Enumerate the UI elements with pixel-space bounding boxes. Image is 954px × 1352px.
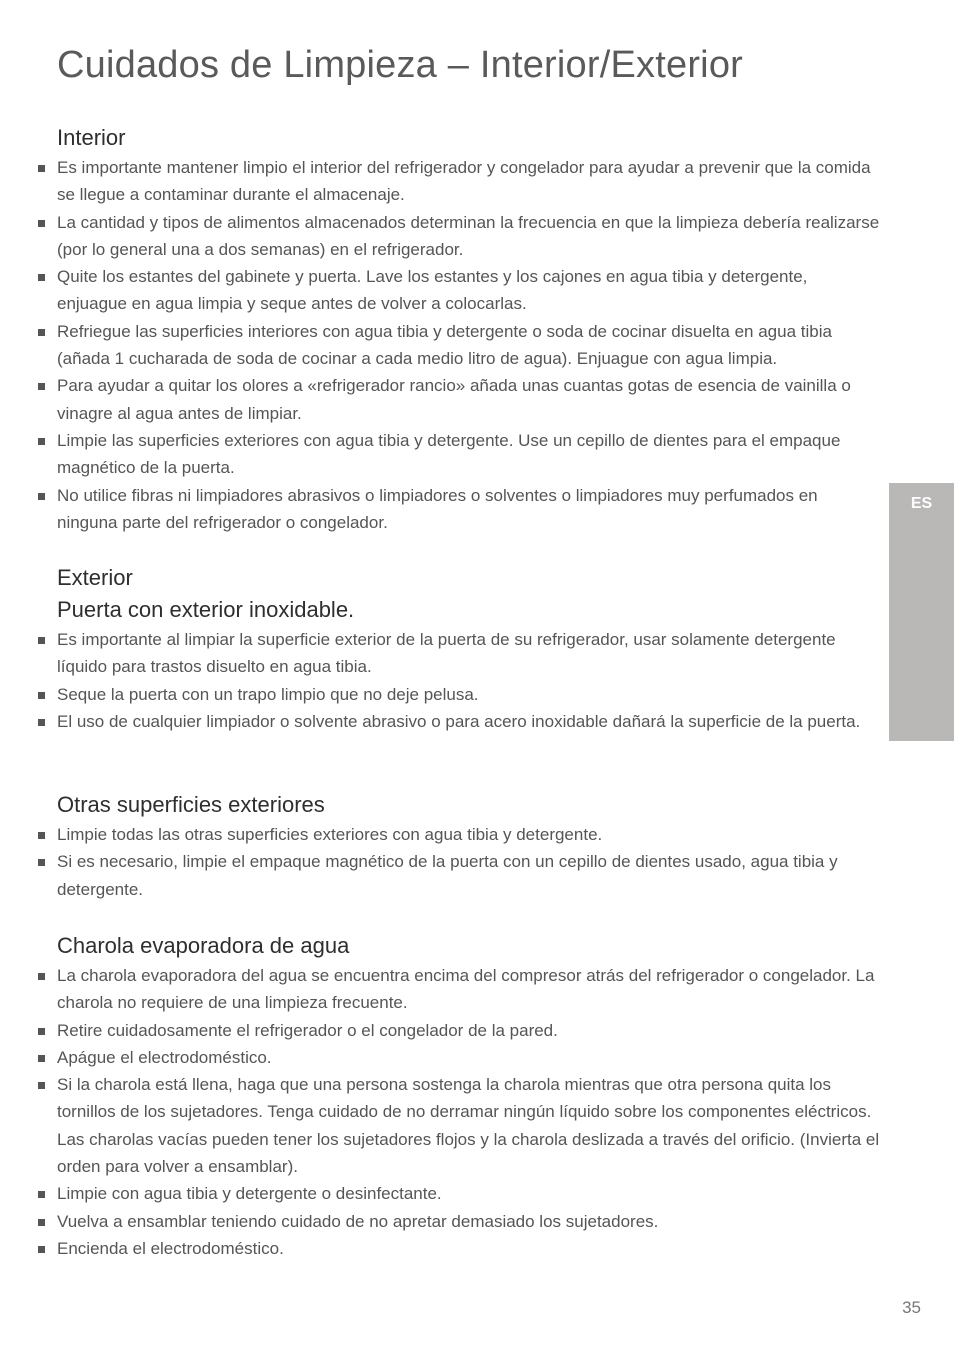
bullet-icon: [38, 493, 45, 500]
list-item: Retire cuidadosamente el refrigerador o el congelador de la pared.: [0, 1017, 881, 1044]
list-item: Apágue el electrodoméstico.: [0, 1044, 881, 1071]
language-tab: [889, 483, 954, 741]
bullet-icon: [38, 383, 45, 390]
section-subheading-exterior: Puerta con exterior inoxidable.: [57, 597, 355, 622]
section-otras-superficies: [0, 789, 890, 903]
list-item: Encienda el electrodoméstico.: [0, 1235, 881, 1262]
bullet-icon: [38, 719, 45, 726]
bullet-icon: [38, 220, 45, 227]
bullet-icon: [38, 329, 45, 336]
bullet-icon: [38, 1191, 45, 1198]
section-exterior: [0, 562, 890, 735]
section-heading-charola: Charola evaporadora de agua: [57, 933, 350, 958]
page-title: Cuidados de Limpieza – Interior/Exterior: [57, 44, 744, 86]
list-otras: [0, 821, 890, 903]
list-item: Si es necesario, limpie el empaque magnético de la puerta con un cepillo de dientes usado, agua tibia y detergente.: [0, 848, 881, 903]
bullet-icon: [38, 1082, 45, 1089]
bullet-icon: [38, 973, 45, 980]
list-item: No utilice fibras ni limpiadores abrasivos o limpiadores o solventes o limpiadores muy perfumados en ninguna parte del refrigerador o congelador.: [0, 482, 881, 537]
bullet-icon: [38, 859, 45, 866]
list-item: Limpie todas las otras superficies exteriores con agua tibia y detergente.: [0, 821, 881, 848]
bullet-icon: [38, 637, 45, 644]
bullet-icon: [38, 692, 45, 699]
list-item: Limpie las superficies exteriores con agua tibia y detergente. Use un cepillo de dientes para el empaque magnético de la puerta.: [0, 427, 881, 482]
section-charola: [0, 930, 890, 1262]
list-item: Es importante mantener limpio el interior del refrigerador y congelador para ayudar a prevenir que la comida se llegue a contaminar durante el almacenaje.: [0, 154, 881, 209]
bullet-icon: [38, 438, 45, 445]
bullet-icon: [38, 832, 45, 839]
list-item: Para ayudar a quitar los olores a «refrigerador rancio» añada unas cuantas gotas de esencia de vainilla o vinagre al agua antes de limpiar.: [0, 372, 881, 427]
list-item: Seque la puerta con un trapo limpio que no deje pelusa.: [0, 681, 881, 708]
list-item: El uso de cualquier limpiador o solvente abrasivo o para acero inoxidable dañará la superficie de la puerta.: [0, 708, 881, 735]
bullet-icon: [38, 1246, 45, 1253]
list-exterior: [0, 626, 890, 735]
bullet-icon: [38, 274, 45, 281]
bullet-icon: [38, 165, 45, 172]
section-heading-otras: Otras superficies exteriores: [57, 792, 325, 817]
list-item: Si la charola está llena, haga que una persona sostenga la charola mientras que otra persona quita los tornillos de los sujetadores. Tenga cuidado de no derramar ningún líquido sobre los componentes eléctricos. Las charolas vacías pueden tener los sujetadores flojos y la charola deslizada a través del orificio. (Invierta el orden para volver a ensamblar).: [0, 1071, 881, 1180]
section-heading-exterior: Exterior: [57, 565, 133, 590]
language-tab-label: ES: [910, 495, 933, 512]
list-item: Refriegue las superficies interiores con agua tibia y detergente o soda de cocinar disuelta en agua tibia (añada 1 cucharada de soda de cocinar a cada medio litro de agua). Enjuague con agua limpia.: [0, 318, 881, 373]
list-item: Es importante al limpiar la superficie exterior de la puerta de su refrigerador, usar solamente detergente líquido para trastos disuelto en agua tibia.: [0, 626, 881, 681]
bullet-icon: [38, 1055, 45, 1062]
list-interior: [0, 154, 890, 536]
list-item: La cantidad y tipos de alimentos almacenados determinan la frecuencia en que la limpieza debería realizarse (por lo general una a dos semanas) en el refrigerador.: [0, 209, 881, 264]
bullet-icon: [38, 1219, 45, 1226]
section-interior: [0, 122, 890, 536]
list-charola: [0, 962, 890, 1262]
section-heading-interior: Interior: [57, 125, 126, 150]
bullet-icon: [38, 1028, 45, 1035]
list-item: Limpie con agua tibia y detergente o desinfectante.: [0, 1180, 881, 1207]
list-item: Quite los estantes del gabinete y puerta. Lave los estantes y los cajones en agua tibia y detergente, enjuague en agua limpia y seque antes de volver a colocarlas.: [0, 263, 881, 318]
list-item: La charola evaporadora del agua se encuentra encima del compresor atrás del refrigerador o congelador. La charola no requiere de una limpieza frecuente.: [0, 962, 881, 1017]
list-item: Vuelva a ensamblar teniendo cuidado de no apretar demasiado los sujetadores.: [0, 1208, 881, 1235]
page-number: 35: [902, 1298, 921, 1317]
